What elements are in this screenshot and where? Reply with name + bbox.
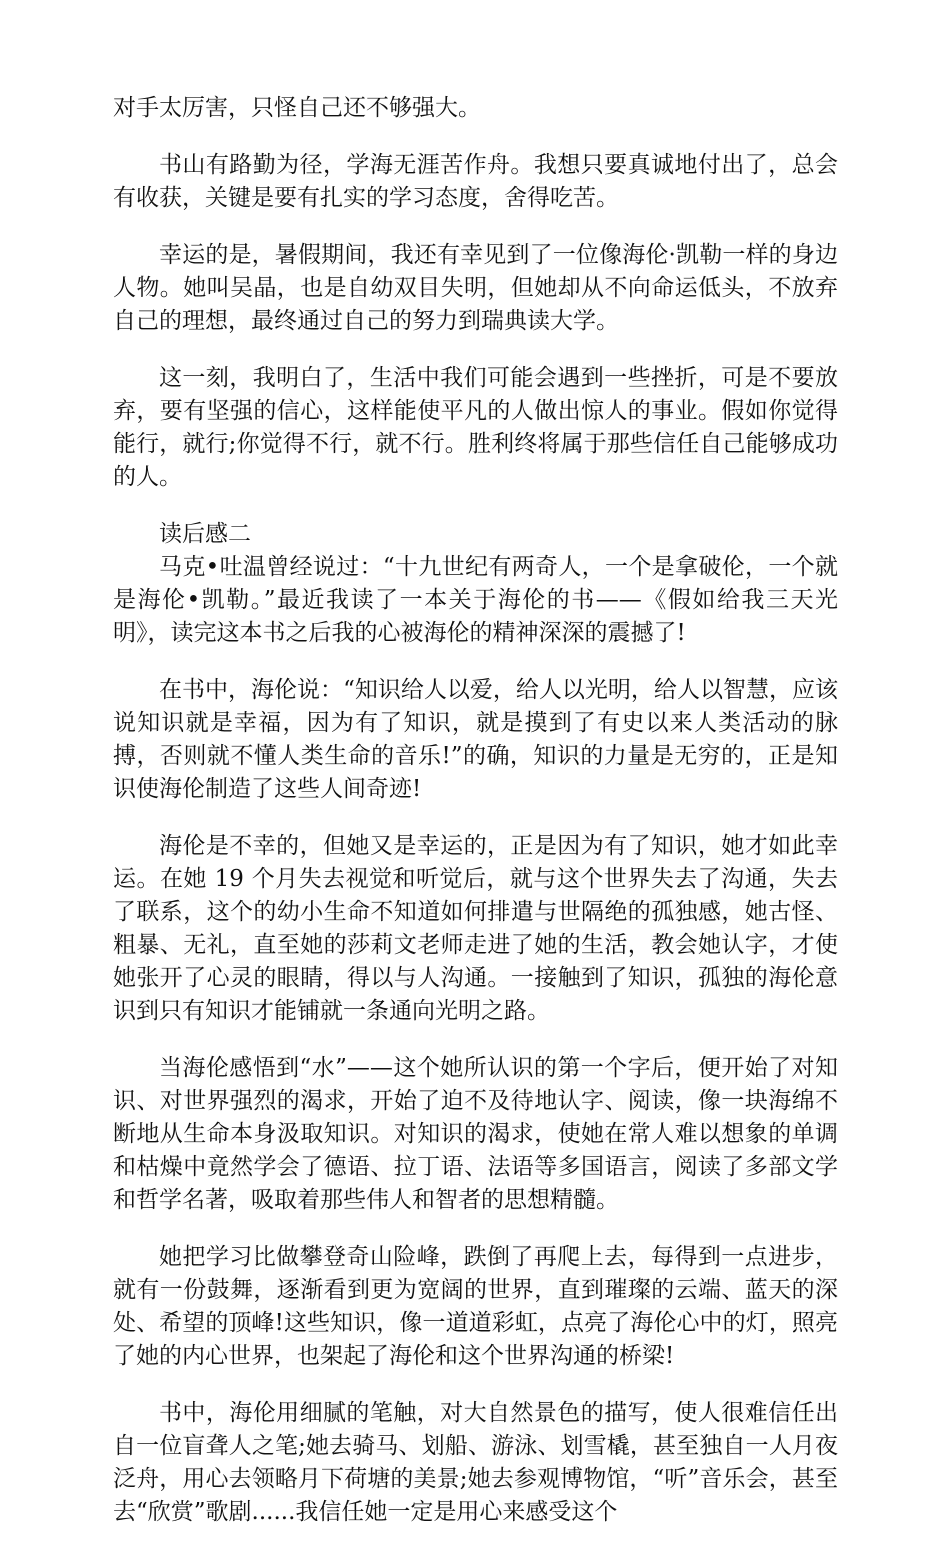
paragraph: 对手太厉害，只怪自己还不够强大。 [113,95,481,121]
paragraph: 幸运的是，暑假期间，我还有幸见到了一位像海伦·凯勒一样的身边人物。她叫吴晶，也是自幼双目失明，但她却从不向命运低头，不放弃自己的理想，最终通过自己的努力到瑞典读大学。 [113,242,838,334]
paragraph: 海伦是不幸的，但她又是幸运的，正是因为有了知识，她才如此幸运。在她 19 个月失去视觉和听觉后，就与这个世界失去了沟通，失去了联系，这个的幼小生命不知道如何排遣与世隔绝的孤独感，她古怪、粗暴、无礼，直至她的莎莉文老师走进了她的生活，教会她认字，才使她张开了心灵的眼睛，得以与人沟通。一接触到了知识，孤独的海伦意识到只有知识才能铺就一条通向光明之路。 [113,833,838,1024]
paragraph: 马克•吐温曾经说过：“十九世纪有两奇人，一个是拿破伦，一个就是海伦•凯勒。”最近我读了一本关于海伦的书——《假如给我三天光明》，读完这本书之后我的心被海伦的精神深深的震撼了! [113,554,838,646]
section-heading: 读后感二 [159,521,251,547]
paragraph: 这一刻，我明白了，生活中我们可能会遇到一些挫折，可是不要放弃，要有坚强的信心，这样能使平凡的人做出惊人的事业。假如你觉得能行，就行;你觉得不行，就不行。胜利终将属于那些信任自己能够成功的人。 [113,365,838,490]
document-page [113,92,838,1553]
paragraph: 当海伦感悟到“水”——这个她所认识的第一个字后，便开始了对知识、对世界强烈的渴求，开始了迫不及待地认字、阅读，像一块海绵不断地从生命本身汲取知识。对知识的渴求，使她在常人难以想象的单调和枯燥中竟然学会了德语、拉丁语、法语等多国语言，阅读了多部文学和哲学名著，吸取着那些伟人和智者的思想精髓。 [113,1055,838,1213]
paragraph: 在书中，海伦说：“知识给人以爱，给人以光明，给人以智慧，应该说知识就是幸福，因为有了知识，就是摸到了有史以来人类活动的脉搏，否则就不懂人类生命的音乐!”的确，知识的力量是无穷的，正是知识使海伦制造了这些人间奇迹! [113,677,838,802]
paragraph: 书中，海伦用细腻的笔触，对大自然景色的描写，使人很难信任出自一位盲聋人之笔;她去骑马、划船、游泳、划雪橇，甚至独自一人月夜泛舟，用心去领略月下荷塘的美景;她去参观博物馆，“听”音乐会，甚至去“欣赏”歌剧......我信任她一定是用心来感受这个 [113,1400,838,1525]
paragraph: 她把学习比做攀登奇山险峰，跌倒了再爬上去，每得到一点进步，就有一份鼓舞，逐渐看到更为宽阔的世界，直到璀璨的云端、蓝天的深处、希望的顶峰!这些知识，像一道道彩虹，点亮了海伦心中的灯，照亮了她的内心世界，也架起了海伦和这个世界沟通的桥梁! [113,1244,838,1369]
paragraph: 书山有路勤为径，学海无涯苦作舟。我想只要真诚地付出了，总会有收获，关键是要有扎实的学习态度，舍得吃苦。 [113,152,838,211]
